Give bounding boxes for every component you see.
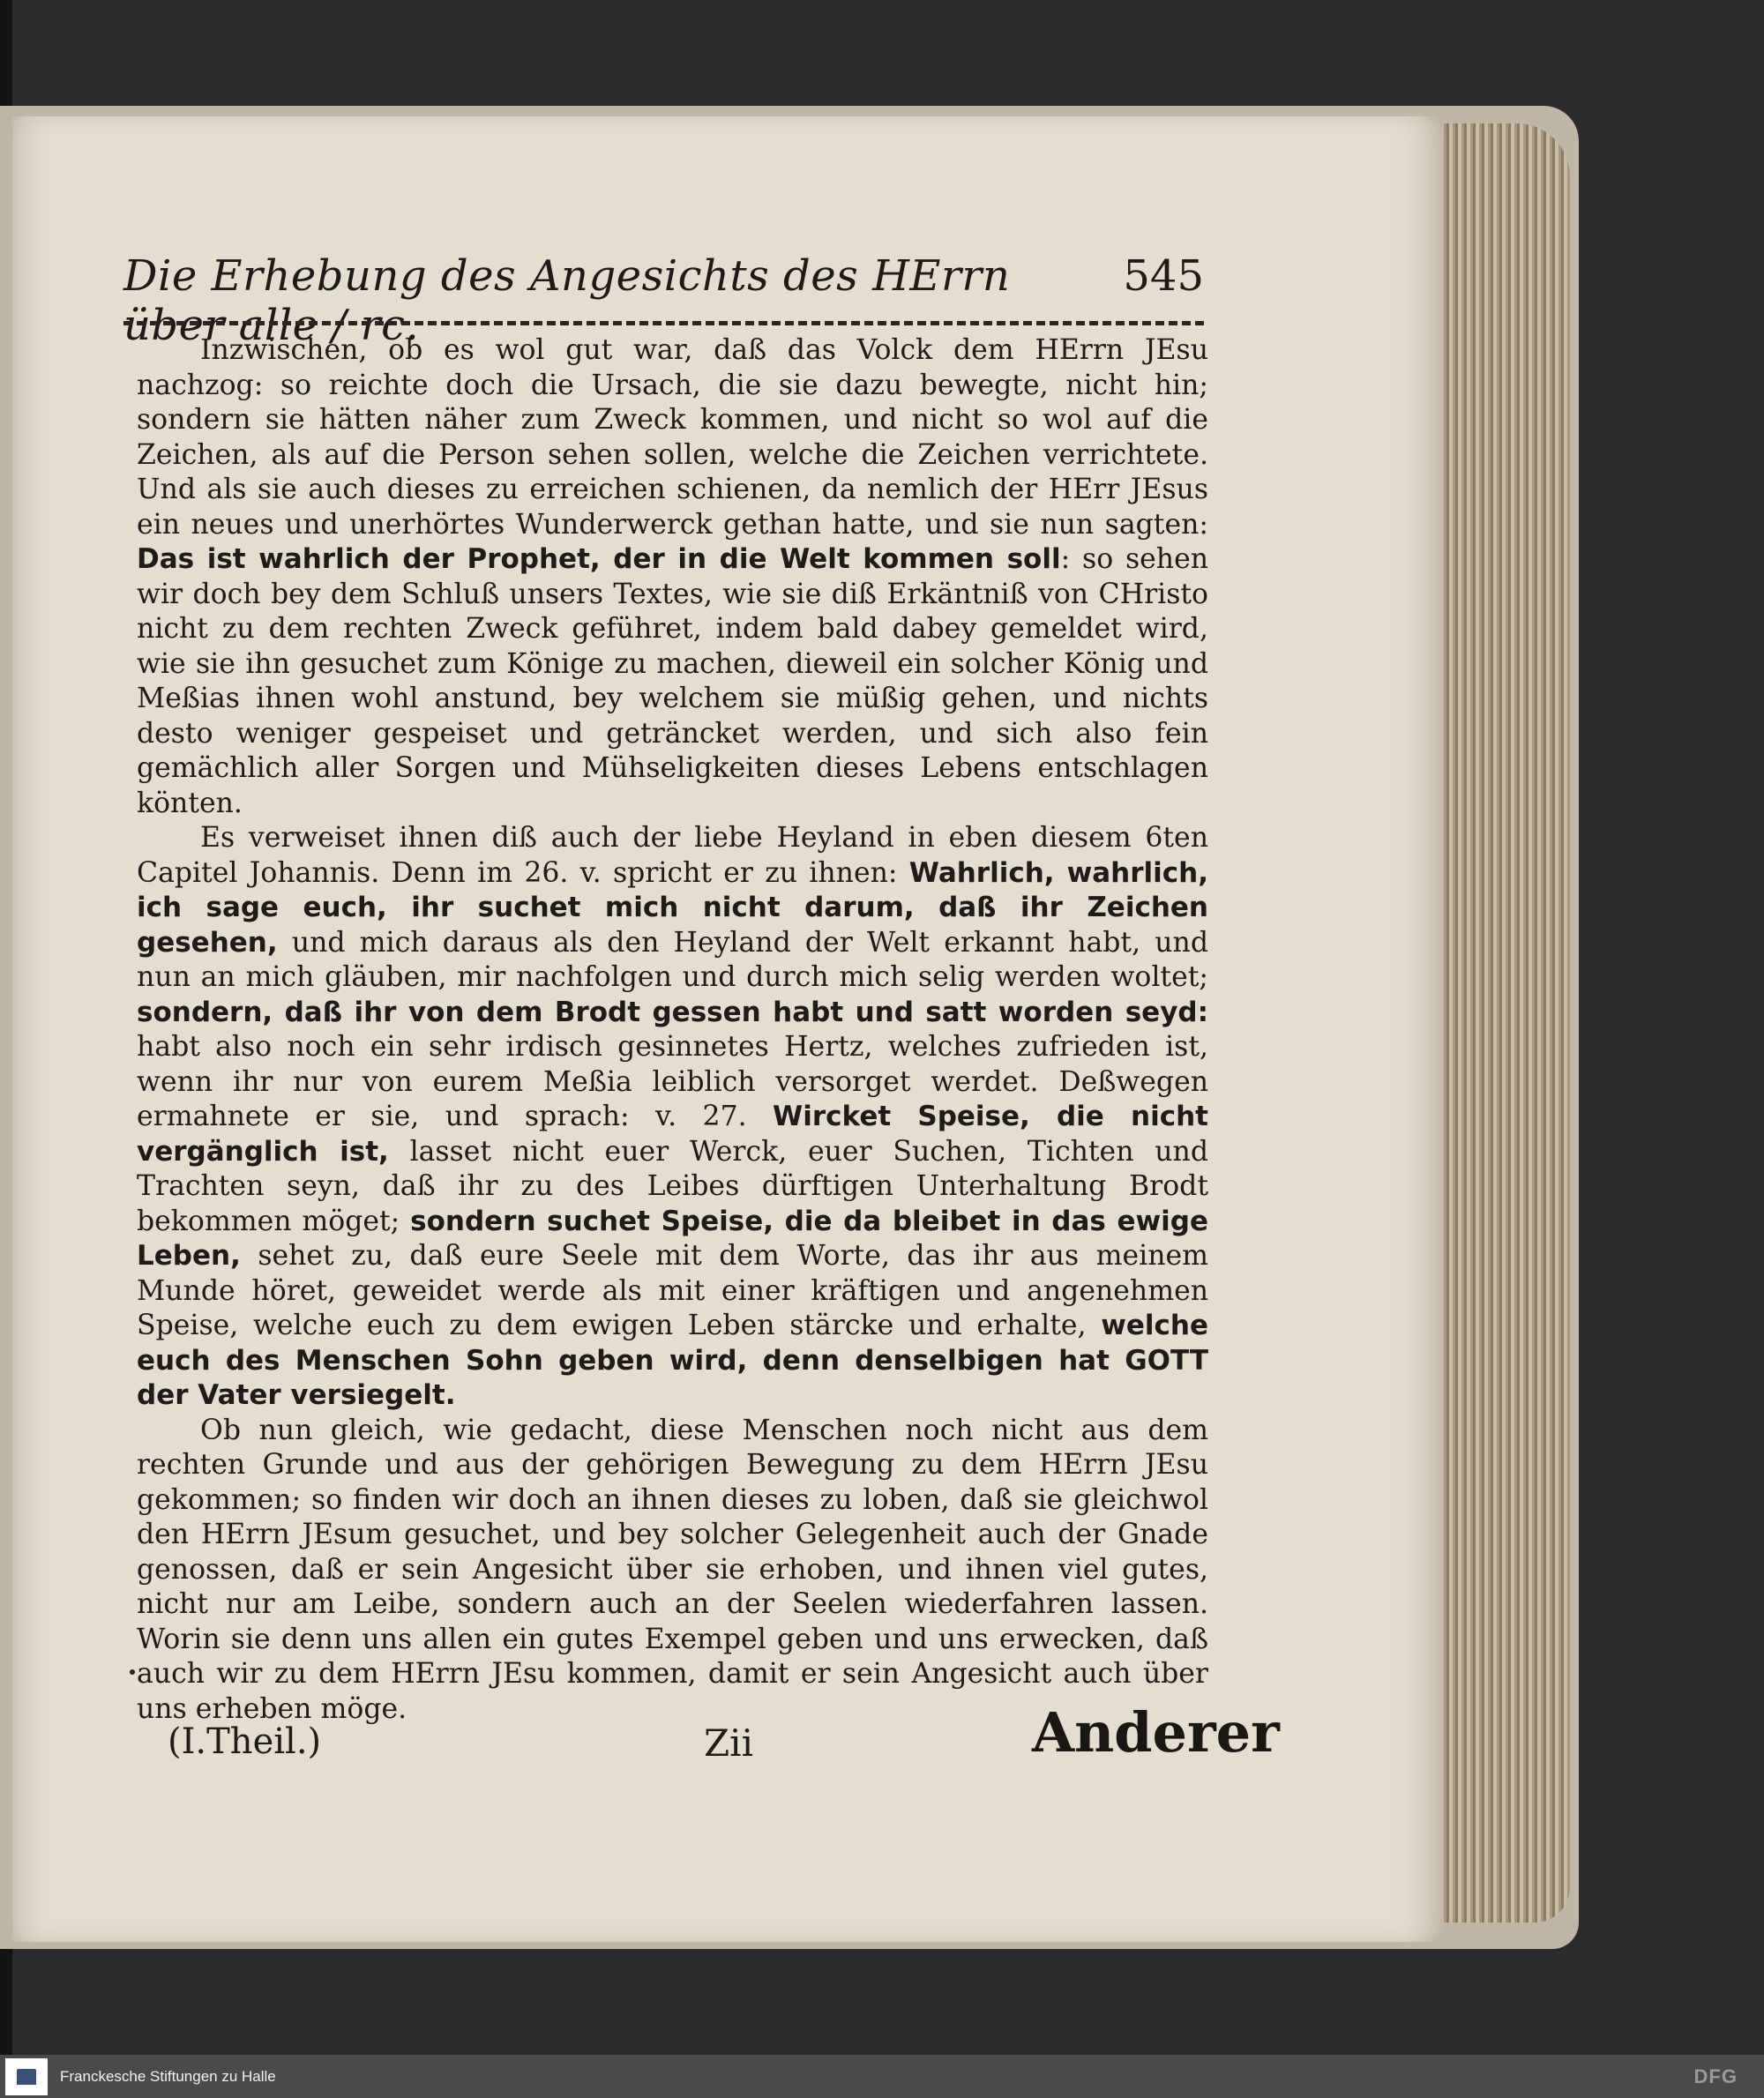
emphasized-quote: Wircket Speise, die nicht vergänglich ist, [137,1101,1208,1168]
dfg-logo[interactable]: DFG [1693,2064,1738,2087]
text-segment: Inzwischen, ob es wol gut war, daß das Volck dem HErrn JEsu nachzog: so reichte doch die Ursach, die sie dazu bewegte, nicht hin; sondern sie hätten näher zum Zweck kommen, und nicht so wol auf die Zeichen, als auf die Person sehen sollen, welche die Zeichen verrichtete. Und als sie auch dieses zu erreichen schienen, da nemlich der HErr JEsus ein neues und unerhörtes Wunderwerck gethan hatte, und sie nun sagten: [137,334,1208,541]
viewer-footer-bar [0,2055,1764,2098]
paragraph [137,333,1208,821]
paragraph [137,1414,1208,1728]
emphasized-quote: sondern suchet Speise, die da bleibet in das ewige Leben, [137,1205,1208,1272]
text-segment: sehet zu, daß eure Seele mit dem Worte, das ihr aus meinem Munde höret, geweidet werde als mit einer kräftigen und angenehmen Speise, welche euch zu dem ewigen Leben stärcke und erhalte, [137,1240,1208,1341]
text-segment: : so sehen wir doch bey dem Schluß unsers Textes, wie sie diß Erkäntniß von CHristo nicht zu dem rechten Zweck geführet, indem bald dabey gemeldet wird, wie sie ihn gesuchet zum Könige zu machen, dieweil ein solcher König und Meßias ihnen wohl anstund, bey welchem sie müßig gehen, und nichts desto weniger gespeiset und geträncket werden, und sich also fein gemächlich aller Sorgen und Mühseligkeiten dieses Lebens entschlagen könten. [137,543,1209,819]
text-segment: lasset nicht euer Werck, euer Suchen, Tichten und Trachten seyn, daß ihr zu des Leibes dürftigen Unterhaltung Brodt bekommen möget; [137,1135,1208,1237]
institution-label[interactable]: Franckesche Stiftungen zu Halle [60,2067,276,2085]
text-segment: Ob nun gleich, wie gedacht, diese Menschen noch nicht aus dem rechten Grunde und aus der gehörigen Bewegung zu dem HErrn JEsu gekommen; so finden wir doch an ihnen dieses zu loben, daß sie gleichwol den HErrn JEsum gesuchet, und bey solcher Gelegenheit auch der Gnade genossen, daß er sein Angesicht über sie erhoben, und ihnen viel gutes, nicht nur am Leibe, sondern auch an der Seelen wiederfahren lassen. Worin sie denn uns allen ein gutes Exempel geben und uns erwecken, daß auch wir zu dem HErrn JEsu kommen, damit er sein Angesicht auch über uns erheben möge. [137,1414,1208,1725]
page-number: 545 [1123,251,1204,301]
logo-mark [17,2069,36,2085]
francke-logo-icon[interactable] [5,2058,48,2095]
footer-left [0,2058,276,2095]
running-head-title: Die Erhebung des Angesichts des HErrn über alle / rc. [123,251,1011,350]
text-segment: Es verweiset ihnen diß auch der liebe Heyland in eben diesem 6ten Capitel Johannis. Denn im 26. v. spricht er zu ihnen: [137,822,1208,889]
running-head [123,251,1204,350]
ink-dot [130,1669,135,1675]
volume-marker: (I.Theil.) [168,1721,322,1762]
emphasized-quote: Das ist wahrlich der Prophet, der in die Welt kommen soll [137,543,1061,575]
text-segment: und mich daraus als den Heyland der Welt erkannt habt, und nun an mich gläuben, mir nachfolgen und durch mich selig werden woltet; [137,926,1208,993]
emphasized-quote: welche euch des Menschen Sohn geben wird, denn denselbigen hat GOTT der Vater versiegelt. [137,1310,1208,1411]
catchword: Anderer [1032,1700,1280,1765]
emphasized-quote: Wahrlich, wahrlich, ich sage euch, ihr suchet mich nicht darum, daß ihr Zeichen gesehen, [137,856,1208,959]
emphasized-quote: sondern, daß ihr von dem Brodt gessen habt und satt worden seyd: [137,996,1208,1028]
body-text [137,333,1208,1727]
paragraph [137,821,1208,1414]
header-rule [123,321,1204,325]
text-segment: habt also noch ein sehr irdisch gesinnetes Hertz, welches zufrieden ist, wenn ihr nur von eurem Meßia leiblich versorget werdet. Deßwegen ermahnete er sie, und sprach: v. 27. [137,1031,1208,1132]
signature-mark: Zii [704,1721,754,1765]
